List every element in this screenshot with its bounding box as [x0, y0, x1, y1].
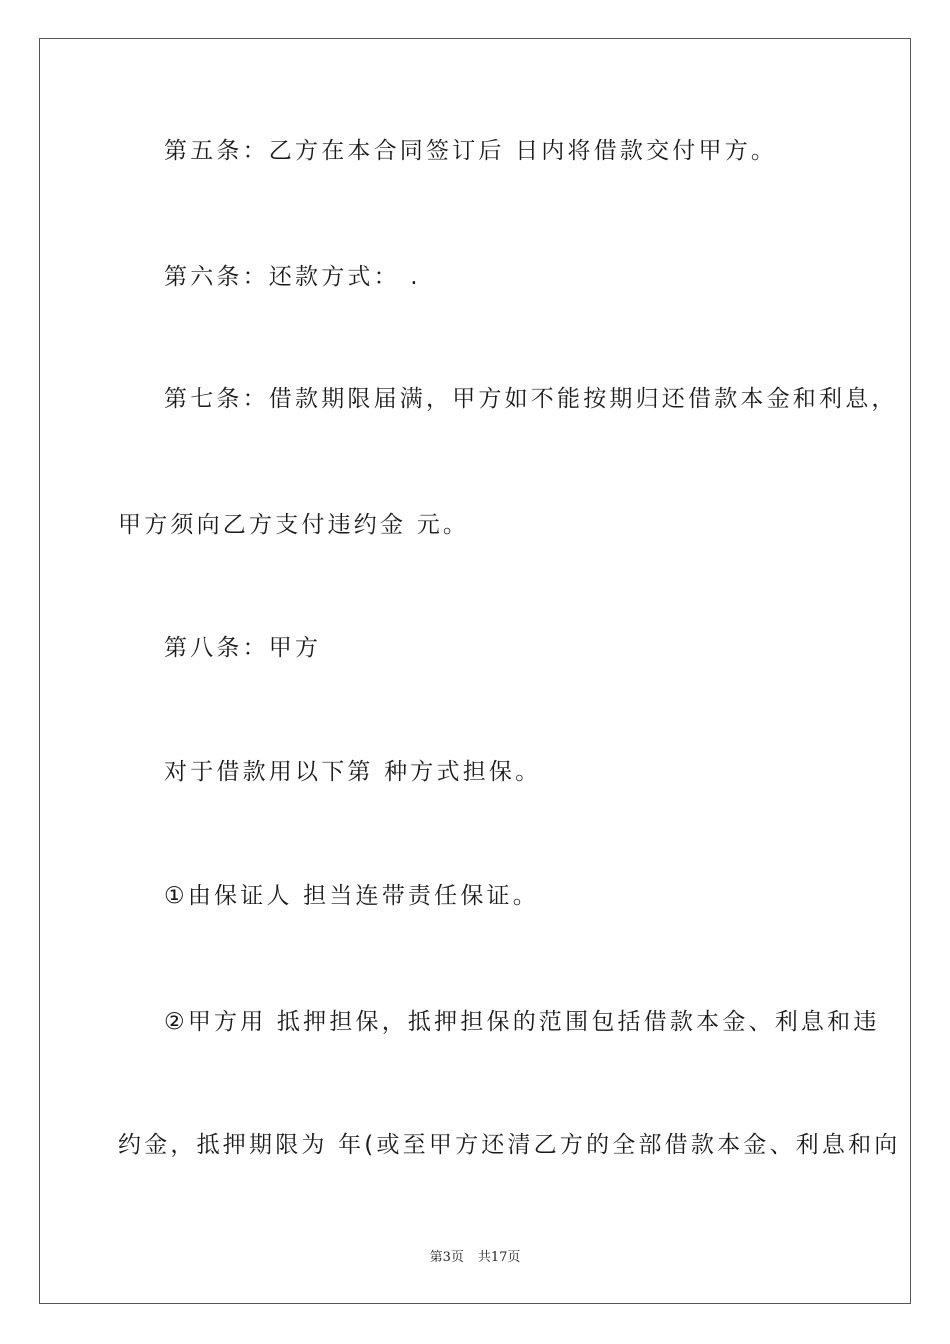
guarantee-option-1: ①由保证人 担当连带责任保证。: [164, 883, 539, 909]
clause-6-line: 第六条：还款方式： .: [164, 264, 421, 290]
clause-7-line-1: 第七条：借款期限届满，甲方如不能按期归还借款本金和利息，: [164, 386, 898, 412]
page-number-current: 第3页: [429, 1250, 464, 1265]
page-number-total: 共17页: [477, 1250, 521, 1265]
clause-5-line: 第五条：乙方在本合同签订后 日内将借款交付甲方。: [164, 138, 778, 164]
clause-7-line-2: 甲方须向乙方支付违约金 元。: [118, 512, 470, 538]
clause-8-line: 第八条：甲方: [164, 635, 322, 661]
guarantee-option-2-line-1: ②甲方用 抵押担保，抵押担保的范围包括借款本金、利息和违: [164, 1009, 880, 1035]
guarantee-method-line: 对于借款用以下第 种方式担保。: [164, 759, 542, 785]
page-footer: [0, 1246, 950, 1265]
page-border: [39, 38, 911, 1304]
guarantee-option-2-line-2: 约金，抵押期限为 年(或至甲方还清乙方的全部借款本金、利息和向: [118, 1132, 901, 1158]
